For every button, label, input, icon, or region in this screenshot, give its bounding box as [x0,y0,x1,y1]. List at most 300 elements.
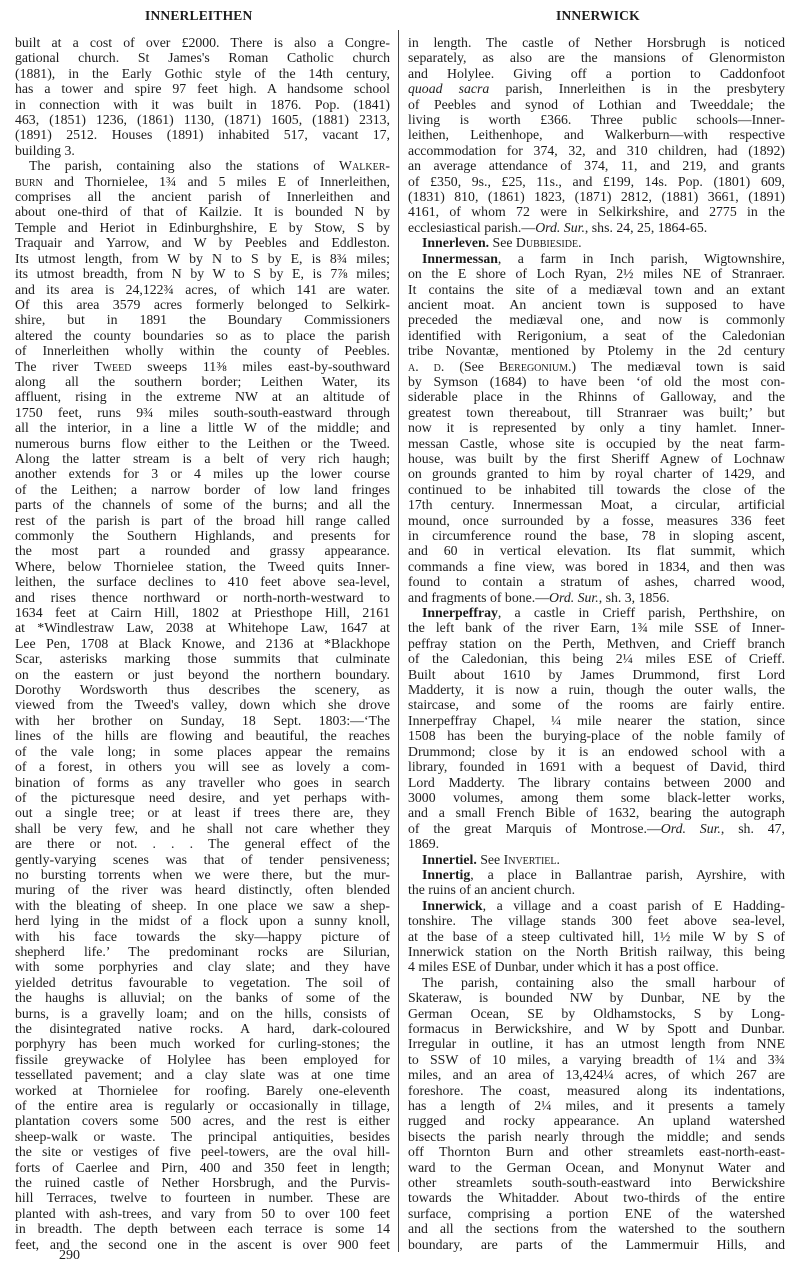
text-segment: ecclesiastical parish.— [408,219,536,235]
text-line [15,297,390,312]
text-segment: The river [15,358,95,374]
text-line [15,543,390,558]
text-segment: with her brother on Sunday, 18 Sept. 1803:—‘The [15,712,390,728]
text-line [15,1067,390,1082]
text-line [408,235,785,250]
text-line [408,543,785,558]
text-line [15,343,390,358]
text-segment: Innerwick station on the North British railway, this being [408,943,785,959]
text-line [15,528,390,543]
text-segment: building 3. [15,142,75,158]
text-segment: found to contain a stratum of ashes, charred wood, [408,574,785,590]
text-segment: in length. The castle of Nether Horsbrugh is noticed [408,35,785,50]
text-line [15,929,390,944]
text-segment: burn [15,173,43,189]
text-segment: 4161, of whom 72 were in Selkirkshire, and 2775 in the [408,204,785,220]
text-line [408,620,785,635]
text-line [408,759,785,774]
text-segment: shire, but in 1891 the Boundary Commissioners [15,312,390,328]
text-segment: The parish, containing also the small harbour of [422,974,785,990]
text-line [408,359,785,374]
text-line [15,1144,390,1159]
text-line [408,127,785,142]
text-segment: tribe Novantæ, mentioned by Ptolemy in the 2d century [408,343,785,359]
text-segment: quoad sacra [408,81,490,97]
text-segment: and rises thence northward or north-north-westward to [15,589,390,605]
text-segment: on the eastern or just beyond the northern boundary. [15,666,390,682]
text-line [15,112,390,127]
text-segment: siderable place in the Rhinns of Galloway, and the [408,389,785,405]
text-line [408,420,785,435]
text-segment: Where, below Thornielee station, the Tweed quits Inner- [15,558,390,574]
text-segment: of Peebles and synod of Lothian and Tweeddale; the [408,96,785,112]
text-segment: herd lying in the midst of a flock upon a sunny knoll, [15,913,390,929]
text-line [15,590,390,605]
text-segment: surface, comprising a portion ENE of the watershed [408,1205,785,1221]
text-segment: commands a fine view, was bored in 1834, and then was [408,558,785,574]
text-line [15,405,390,420]
text-line [15,174,390,189]
text-segment: forts of Caerlee and Pirn, 400 and 350 feet in length; [15,1159,390,1175]
text-segment: bisects the parish nearly through the middle; and sends [408,1128,785,1144]
text-line [408,682,785,697]
text-line [408,975,785,990]
text-line [15,867,390,882]
text-segment: Beregonium. [498,358,572,374]
text-segment: of a forest, in others you will see as lovely a com- [15,759,390,775]
text-segment: of the picturesque need desire, and yet perhaps with- [15,789,390,805]
text-line [15,143,390,158]
entry-headword: Innertiel. [422,851,477,867]
text-line [15,1160,390,1175]
text-line [408,744,785,759]
text-segment: 1750 feet, runs 9¾ miles south-south-eastward through [15,404,390,420]
text-segment: house, was built by the first Sheriff Agnew of Lochnaw [408,450,785,466]
text-segment: miles, and an area of 13,424¼ acres, of which 267 are [408,1067,785,1083]
text-segment: 1634 feet at Cairn Hill, 1802 at Priesthope Hill, 2161 [15,605,390,621]
text-line [15,1083,390,1098]
text-segment: boundary, are parts of the Lammermuir Hills, and [408,1236,785,1252]
text-segment: Of this area 3579 acres formerly belonged to Selkirk- [15,296,390,312]
text-segment: tessellated pavement; and a clay slate was at one time [15,1067,390,1083]
text-line [15,1006,390,1021]
text-line [408,929,785,944]
text-segment: ward to the German Ocean, and Monynut Water and [408,1159,785,1175]
text-segment: , a place in Ballantrae parish, Ayrshire, with [470,866,785,882]
text-line [15,898,390,913]
text-line [15,790,390,805]
text-segment: of £350, 9s., £25, 11s., and £199, 14s. Pop. (1801) 609, [408,173,785,189]
text-segment: preceded the mediæval one, and now is commonly [408,312,785,328]
text-segment: (1891) 2512. Houses (1891) inhabited 517, vacant 17, [15,127,390,143]
text-line [408,482,785,497]
text-line [408,559,785,574]
text-segment: planted with ash-trees, and vary from 50 to over 100 feet [15,1205,390,1221]
text-line [15,50,390,65]
text-segment: rugged and rocky appearance. An upland watershed [408,1113,785,1129]
text-line [408,882,785,897]
text-line [15,235,390,250]
text-line [408,1083,785,1098]
text-segment: of the great Marquis of Montrose.— [408,820,661,836]
text-segment: continued to be inhabited till towards the close of the [408,481,785,497]
text-line [15,620,390,635]
text-line [408,466,785,481]
entry-headword: Innerpeffray [422,605,498,621]
text-line [408,790,785,805]
text-segment: Ord. Sur. [549,589,599,605]
text-segment: 1508 has been the burying-place of the noble family of [408,728,785,744]
text-segment: Tweed [94,358,132,374]
text-line [408,251,785,266]
text-segment: library, founded in 1691 with a bequest of David, third [408,759,785,775]
text-segment: living is worth £366. Three public schools—Inner- [408,112,785,128]
text-line [408,944,785,959]
text-line [408,66,785,81]
text-line [15,251,390,266]
text-segment: off Thornton Burn and other streamlets east-north-east- [408,1144,785,1160]
text-segment: parish, Innerleithen is in the presbytery [489,81,785,97]
text-segment: rest of the parish is part of the broad hill range called [15,512,390,528]
text-segment: Lee Pen, 1708 at Black Knowe, and 2136 at *Blackhope [15,635,390,651]
text-segment: The parish, containing also the stations of [29,158,340,174]
text-line [15,66,390,81]
text-segment: Its utmost length, from W by N to S by E, is 8¾ miles; [15,250,390,266]
text-line [408,312,785,327]
text-segment: gational church. St James's Roman Catholic church [15,50,390,66]
text-line [408,436,785,451]
text-line [408,81,785,96]
text-line [15,667,390,682]
text-segment: Lord Madderty. The library contains between 2000 and [408,774,785,790]
text-line [15,975,390,990]
text-segment: sheep-walk or waste. The principal antiquities, besides [15,1128,390,1144]
text-segment: Skateraw, is bounded NW by Dunbar, NE by the [408,990,785,1006]
text-line [408,513,785,528]
text-line [408,1144,785,1159]
text-line [15,1206,390,1221]
text-line [15,775,390,790]
text-line [15,189,390,204]
text-line [408,775,785,790]
text-segment: comprises all the ancient parish of Innerleithen and [15,189,390,205]
column-right [408,35,785,1252]
text-segment: at the base of a steep cultivated hill, 1½ mile W by S of [408,928,785,944]
text-line [15,1175,390,1190]
text-segment: numerous burns flow either to the Leithen or the Tweed. [15,435,390,451]
text-segment: a. d. [408,358,445,374]
text-segment: Drummond; close by it is an endowed school with a [408,743,785,759]
text-segment: has a length of 2¼ miles, and it presents a tamely [408,1098,785,1114]
text-line [15,312,390,327]
text-segment: sweeps 11⅜ miles east-by-southward [131,358,390,374]
text-segment: parts of the channels of some of the burns; and all the [15,497,390,513]
text-line [15,728,390,743]
text-segment: along all the southern border; Leithen Water, its [15,373,390,389]
text-segment: Temple and Heriot in Edinburghshire, E by Stow, S by [15,219,390,235]
text-segment: foreshore. The coast, measured along its indentations, [408,1082,785,1098]
text-segment: and all the sections from the watershed to the southern [408,1221,785,1237]
text-segment: to SSW of 10 miles, a varying breadth of 1¼ and 3¾ [408,1051,785,1067]
text-segment: and a small French Bible of 1632, bearing the autograph [408,805,785,821]
text-segment: on the E shore of Loch Ryan, 2½ miles NE of Stranraer. [408,266,785,282]
text-line [408,636,785,651]
text-segment: viewed from the Tweed's valley, down which she drove [15,697,390,713]
text-segment: Along the latter stream is a belt of very rich haugh; [15,450,390,466]
text-segment: in circumference round the base, 78 in sloping ascent, [408,528,785,543]
text-segment: accommodation for 374, 32, and 310 children, had (1892) [408,142,785,158]
text-segment: no bursting torrents when we were there, but the mur- [15,866,390,882]
text-line [408,97,785,112]
text-line [15,1098,390,1113]
entry-headword: Innertig [422,866,471,882]
running-head-right: INNERWICK [556,8,640,23]
text-line [15,1190,390,1205]
text-segment: 4 miles ESE of Dunbar, under which it has a post office. [408,959,719,975]
text-segment: out a single tree; or at least if trees there are, they [15,805,390,821]
text-segment: all the interior, in a line a little W of the middle; and [15,420,390,436]
text-line [408,867,785,882]
text-segment: and Thornielee, 1¾ and 5 miles E of Innerleithen, [42,173,390,189]
text-segment: greatest town thereabout, till Stranraer was built;’ but [408,404,785,420]
text-segment: leithen, the surface declines to 410 feet above sea-level, [15,574,390,590]
text-line [15,697,390,712]
text-line [408,158,785,173]
text-segment: identified with Rerigonium, a seat of the Caledonian [408,327,785,343]
text-line [15,682,390,697]
text-segment: and fragments of bone.— [408,589,549,605]
text-segment: Ord. Sur. [660,820,721,836]
text-line [408,667,785,682]
text-line [15,759,390,774]
text-segment: the ruined castle of Nether Horsbrugh, and the Purvis- [15,1175,390,1191]
text-segment: (See [444,358,499,374]
text-line [15,451,390,466]
text-line [408,805,785,820]
text-line [15,713,390,728]
text-segment: worked at Thornielee for roofing. Barely one-eleventh [15,1082,390,1098]
text-segment: Irregular in outline, it has an utmost length from NNE [408,1036,785,1052]
text-line [15,436,390,451]
text-segment: , sh. 3, 1856. [598,589,670,605]
text-line [408,405,785,420]
text-segment: Built about 1610 by James Drummond, first Lord [408,666,785,682]
text-segment: (1831) 810, (1861) 1823, (1871) 2812, (1881) 3661, (1891) [408,189,785,205]
text-segment: and its area is 24,122¾ acres, of which 141 are water. [15,281,390,297]
text-segment: See [476,851,504,867]
text-line [408,328,785,343]
text-line [408,451,785,466]
text-segment: leithen, Leithenhope, and Walkerburn—with respective [408,127,785,143]
text-line [15,220,390,235]
text-segment: lines of the hills are flowing and beautiful, the reaches [15,728,390,744]
text-segment: of the Leithen; a narrow border of low land fringes [15,481,390,497]
text-line [408,1175,785,1190]
text-line [408,1036,785,1051]
text-segment: the left bank of the river Earn, 1¾ mile SSE of Inner- [408,620,785,636]
text-line [15,127,390,142]
text-segment: about one-third of that of Kailzie. It is bounded N by [15,204,390,220]
text-line [15,651,390,666]
text-line [15,744,390,759]
text-segment: of Innerleithen wholly within the county of Peebles. [15,343,390,359]
text-segment: an average attendance of 374, 11, and 219, and grants [408,158,785,174]
text-line [408,574,785,589]
text-line [408,174,785,189]
text-line [408,1160,785,1175]
text-line [408,913,785,928]
text-segment: Dubbieside. [515,235,582,251]
text-line [408,50,785,65]
text-segment: , a castle in Crieff parish, Perthshire, on [497,605,785,621]
text-line [408,297,785,312]
text-segment: tonshire. The village stands 300 feet above sea-level, [408,913,785,929]
text-segment: mound, once surrounded by a fosse, measures 336 feet [408,512,785,528]
text-segment: its utmost breadth, from N by W to S by E, is 7⅞ miles; [15,266,390,282]
text-line [15,1052,390,1067]
text-segment: commonly the Southern Highlands, and presents for [15,528,390,543]
text-segment: altered the county boundaries so as to place the parish [15,327,390,343]
text-line [408,374,785,389]
text-line [15,158,390,173]
text-segment: affluent, rising in the extreme NW at an altitude of [15,389,390,405]
text-line [408,821,785,836]
text-line [15,204,390,219]
text-segment: in breadth. The depth between each terrace is some 14 [15,1221,390,1237]
text-segment: plantation covers some 500 acres, and the rest is either [15,1113,390,1129]
text-line [408,1067,785,1082]
text-segment: bination of forms as any traveller who goes in search [15,774,390,790]
text-line [408,898,785,913]
text-line [408,990,785,1005]
text-line [408,1006,785,1021]
text-segment: 463, (1851) 1236, (1861) 1130, (1871) 1605, (1881) 2313, [15,112,390,128]
text-line [15,482,390,497]
text-line [15,959,390,974]
text-segment: Scar, asterisks marking those summits that culminate [15,651,390,667]
text-line [408,189,785,204]
text-segment: other streamlets south-south-eastward into Berwickshire [408,1175,785,1191]
running-head-left: INNERLEITHEN [145,8,253,23]
text-segment: ) The mediæval town is said [571,358,785,374]
text-line [408,282,785,297]
text-line [408,697,785,712]
text-line [408,836,785,851]
text-segment: Walker- [339,158,390,174]
text-line [408,959,785,974]
text-line [15,913,390,928]
text-line [408,605,785,620]
text-segment: German Ocean, SE by Oldhamstocks, S by Long- [408,1005,785,1021]
text-segment: in connection with it was built in 1876. Pop. (1841) [15,96,390,112]
text-line [15,1129,390,1144]
text-line [15,559,390,574]
text-line [408,343,785,358]
text-line [15,636,390,651]
text-line [15,359,390,374]
text-segment: Ord. Sur. [535,219,585,235]
text-segment: towards the Whitadder. About two-thirds of the entire [408,1190,785,1206]
text-line [15,81,390,96]
text-segment: (1881), in the Early Gothic style of the 14th century, [15,65,390,81]
text-segment: 1869. [408,836,440,852]
entry-headword: Innerleven. [422,235,490,251]
text-line [408,497,785,512]
text-line [15,805,390,820]
text-line [408,713,785,728]
text-segment: burns, is a gravelly loam; and on the hills, consists of [15,1005,390,1021]
text-segment: of the Caledonian, this being 2¼ miles ESE of Crieff. [408,651,785,667]
text-line [15,821,390,836]
text-line [408,651,785,666]
text-segment: fissile greywacke of Holylee has been employed for [15,1051,390,1067]
text-segment: has a tower and spire 97 feet high. A handsome school [15,81,390,97]
text-line [15,1113,390,1128]
text-segment: , a village and a coast parish of E Hadding- [482,897,785,913]
text-line [408,1052,785,1067]
text-segment: the disintegrated native rocks. A hard, dark-coloured [15,1021,390,1036]
text-segment: on grounds granted to him by royal charter of 1429, and [408,466,785,482]
text-line [408,1206,785,1221]
text-segment: , sh. 47, [720,820,785,836]
text-segment: shall be very few, and he shall not care whether they [15,820,390,836]
text-line [15,328,390,343]
text-segment: the haughs is alluvial; on the banks of some of the [15,990,390,1006]
text-segment: 17th century. Innermessan Moat, a circular, artificial [408,497,785,513]
text-segment: and 60 in vertical elevation. Its flat summit, which [408,543,785,559]
text-segment: another extends for 3 or 4 miles up the lower course [15,466,390,482]
text-line [408,143,785,158]
text-segment: gently-varying scenes was that of tender pensiveness; [15,851,390,867]
text-segment: , shs. 24, 25, 1864-65. [584,219,708,235]
text-segment: formacus in Berwickshire, and W by Spott and Dunbar. [408,1021,785,1036]
text-segment: and Holylee. Giving off a portion to Caddonfoot [408,65,785,81]
text-line [408,728,785,743]
text-segment: by Symson (1684) to have been ‘of old the most con- [408,373,785,389]
text-segment: It contains the site of a mediæval town and an extant [408,281,785,297]
text-line [15,1221,390,1236]
text-line [15,97,390,112]
text-line [15,389,390,404]
text-segment: Dorothy Wordsworth thus describes the scenery, as [15,682,390,698]
text-segment: with some porphyries and clay slate; and they have [15,959,390,975]
text-line [15,1036,390,1051]
text-line [408,1098,785,1113]
page-number: 290 [59,1248,80,1263]
text-line [15,374,390,389]
text-line [15,282,390,297]
text-line [15,605,390,620]
text-segment: built at a cost of over £2000. There is also a Congre- [15,35,390,50]
text-segment: of the entire area is regularly or occasionally in tillage, [15,1098,390,1114]
text-segment: the most part a rounded and grassy appearance. [15,543,390,559]
text-line [408,852,785,867]
text-segment: Innerpeffray Chapel, ¼ mile nearer the station, since [408,712,785,728]
text-line [15,497,390,512]
text-segment: the ruins of an ancient church. [408,882,576,898]
text-line [408,1113,785,1128]
text-segment: , a farm in Inch parish, Wigtownshire, [497,250,785,266]
text-line [408,1129,785,1144]
text-segment: See [489,235,516,251]
text-segment: at *Windlestraw Law, 2038 at Whitehope Law, 1647 at [15,620,390,636]
text-line [15,882,390,897]
entry-headword: Innermessan [422,250,498,266]
text-segment: now it is represented by only a tiny hamlet. Inner- [408,420,785,436]
text-line [15,35,390,50]
text-line [408,266,785,281]
text-segment: with the bleating of sheep. In one place we saw a shep- [15,897,390,913]
